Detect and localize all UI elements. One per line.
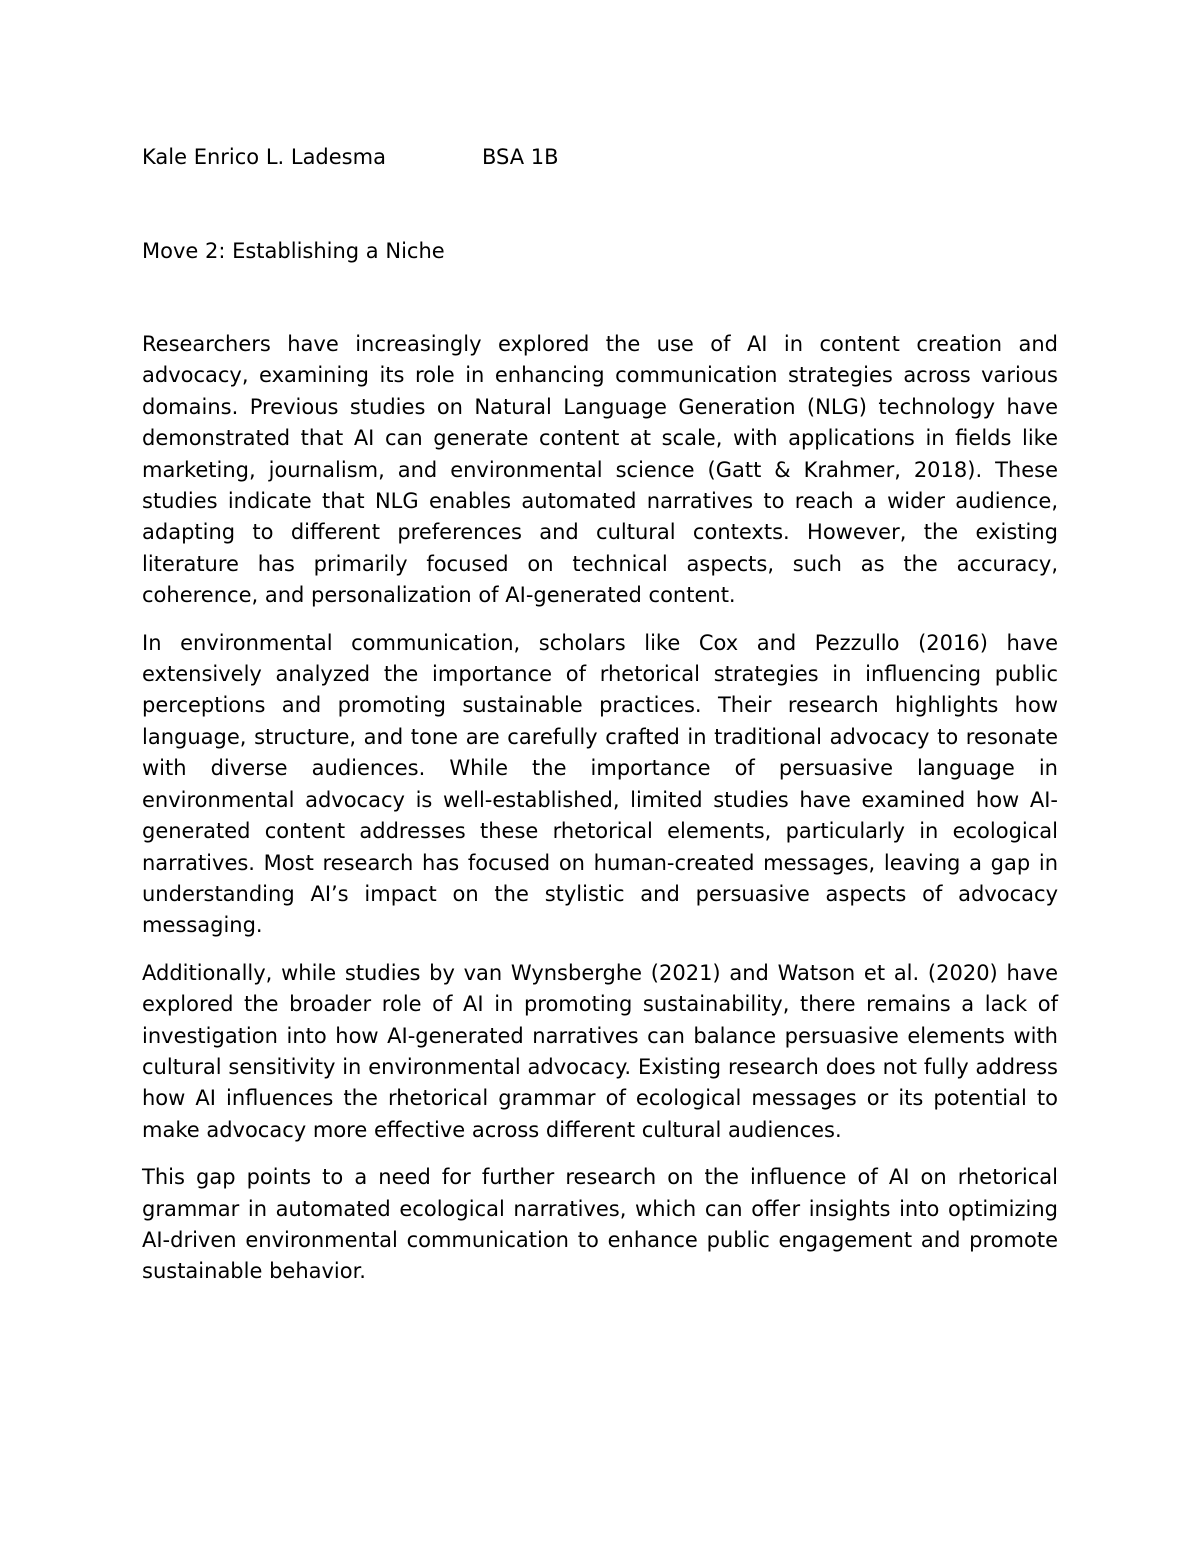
author-header — [142, 142, 559, 172]
student-name: Kale Enrico L. Ladesma — [142, 145, 386, 169]
paragraph-1: Researchers have increasingly explored the use of AI in content creation and advocacy, examining its role in enhancing communication strategies across various domains. Previous studies on Natural Language Generation (NLG) technology have demonstrated that AI can generate content at scale, with applications in fields like marketing, journalism, and environmental science (Gatt & Krahmer, 2018). These studies indicate that NLG enables automated narratives to reach a wider audience, adapting to different preferences and cultural contexts. However, the existing literature has primarily focused on technical aspects, such as the accuracy, coherence, and personalization of AI-generated content. — [142, 332, 1058, 608]
document-body — [142, 329, 1058, 1304]
class-section: BSA 1B — [482, 145, 559, 169]
paragraph-3: Additionally, while studies by van Wynsberghe (2021) and Watson et al. (2020) have explored the broader role of AI in promoting sustainability, there remains a lack of investigation into how AI-generated narratives can balance persuasive elements with cultural sensitivity in environmental advocacy. Existing research does not fully address how AI influences the rhetorical grammar of ecological messages or its potential to make advocacy more effective across different cultural audiences. — [142, 960, 1058, 1142]
paragraph-4: This gap points to a need for further research on the influence of AI on rhetorical grammar in automated ecological narratives, which can offer insights into optimizing AI-driven environmental communication to enhance public engagement and promote sustainable behavior. — [142, 1165, 1058, 1284]
document-title: Move 2: Establishing a Niche — [142, 239, 445, 263]
paragraph-2: In environmental communication, scholars like Cox and Pezzullo (2016) have extensively analyzed the importance of rhetorical strategies in influencing public perceptions and promoting sustainable practices. Their research highlights how language, structure, and tone are carefully crafted in traditional advocacy to resonate with diverse audiences. While the importance of persuasive language in environmental advocacy is well-established, limited studies have examined how AI-generated content addresses these rhetorical elements, particularly in ecological narratives. Most research has focused on human-created messages, leaving a gap in understanding AI’s impact on the stylistic and persuasive aspects of advocacy messaging. — [142, 630, 1058, 938]
